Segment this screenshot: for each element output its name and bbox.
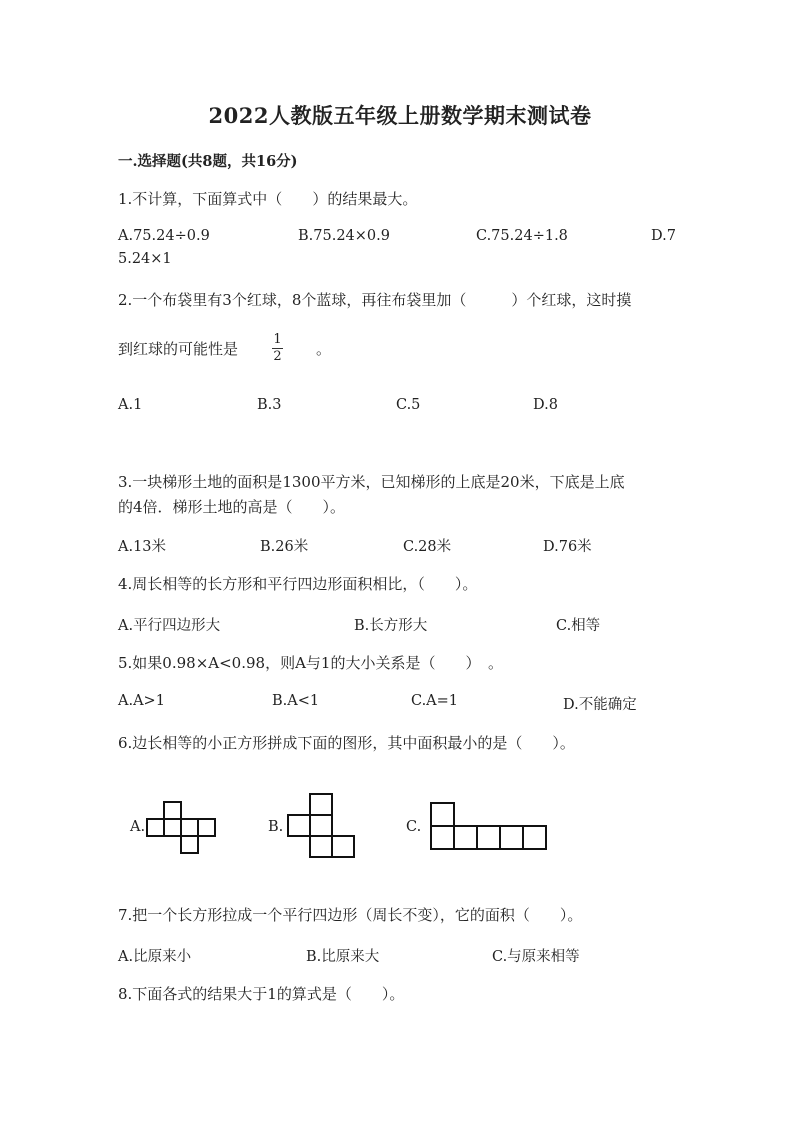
q1-option-d-continued: 5.24×1 (118, 251, 172, 267)
figure-b-square (310, 815, 332, 836)
question-3-stem: 3.一块梯形土地的面积是1300平方米，已知梯形的上底是20米，下底是上底 (118, 473, 625, 491)
q2-option-d: D.8 (533, 397, 558, 413)
question-2-period: 。 (316, 340, 332, 358)
figure-b-step-shape (285, 792, 360, 862)
figure-a-square (147, 819, 164, 836)
q3-option-d: D.76米 (543, 539, 592, 555)
figure-b-square (288, 815, 310, 836)
fraction-one-half (272, 333, 283, 364)
q5-option-a: A.A>1 (118, 693, 165, 709)
figure-a-cross-shape (145, 800, 220, 855)
figure-b-label: B. (268, 819, 284, 835)
q2-option-c: C.5 (396, 397, 421, 413)
figure-c-square (431, 826, 454, 849)
figure-c-row-shape (428, 800, 550, 854)
figure-b-square (310, 836, 332, 857)
q7-option-a: A.比原来小 (118, 949, 192, 965)
question-4-stem: 4.周长相等的长方形和平行四边形面积相比，（ ）。 (118, 575, 478, 593)
question-6-stem: 6.边长相等的小正方形拼成下面的图形，其中面积最小的是（ ）。 (118, 734, 575, 752)
figure-a-square (164, 819, 181, 836)
fraction-numerator: 1 (273, 332, 282, 347)
q4-option-a: A.平行四边形大 (118, 618, 221, 634)
figure-a-square (198, 819, 215, 836)
page-title: 2022人教版五年级上册数学期末测试卷 (208, 103, 592, 128)
figure-a-square (181, 819, 198, 836)
question-3-stem-line2: 的4倍．梯形土地的高是（ ）。 (118, 498, 346, 516)
figure-c-square (477, 826, 500, 849)
q3-option-a: A.13米 (118, 539, 167, 555)
figure-b-square (332, 836, 354, 857)
figure-a-square (164, 802, 181, 819)
q5-option-b: B.A<1 (272, 693, 320, 709)
figure-c-label: C. (406, 819, 422, 835)
q5-option-c: C.A=1 (411, 693, 459, 709)
question-1-stem: 1.不计算，下面算式中（ ）的结果最大。 (118, 190, 418, 208)
question-7-stem: 7.把一个长方形拉成一个平行四边形（周长不变），它的面积（ ）。 (118, 906, 583, 924)
figure-a-square (181, 836, 198, 853)
figure-a-label: A. (130, 819, 146, 835)
q2-option-b: B.3 (257, 397, 282, 413)
figure-c-square (454, 826, 477, 849)
q5-option-d: D.不能确定 (563, 697, 637, 713)
q2-option-a: A.1 (118, 397, 143, 413)
figure-c-square (431, 803, 454, 826)
q3-option-b: B.26米 (260, 539, 309, 555)
q1-option-a: A.75.24÷0.9 (118, 228, 210, 244)
q1-option-c: C.75.24÷1.8 (476, 228, 568, 244)
question-5-stem: 5.如果0.98×A<0.98，则A与1的大小关系是（ ） 。 (118, 654, 503, 672)
figure-c-square (500, 826, 523, 849)
fraction-denominator: 2 (273, 349, 282, 364)
q4-option-b: B.长方形大 (354, 618, 428, 634)
question-2-stem-line2: 到红球的可能性是 (118, 340, 239, 358)
q4-option-c: C.相等 (556, 618, 601, 634)
q1-option-b: B.75.24×0.9 (298, 228, 390, 244)
figure-b-square (310, 794, 332, 815)
q7-option-b: B.比原来大 (306, 949, 380, 965)
question-8-stem: 8.下面各式的结果大于1的算式是（ ）。 (118, 985, 405, 1003)
figure-c-square (523, 826, 546, 849)
section-heading: 一.选择题(共8题，共16分) (118, 153, 298, 170)
q1-option-d: D.7 (651, 228, 676, 244)
q3-option-c: C.28米 (403, 539, 452, 555)
q7-option-c: C.与原来相等 (492, 949, 580, 965)
question-2-stem: 2.一个布袋里有3个红球，8个蓝球，再往布袋里加（ ）个红球，这时摸 (118, 291, 632, 309)
